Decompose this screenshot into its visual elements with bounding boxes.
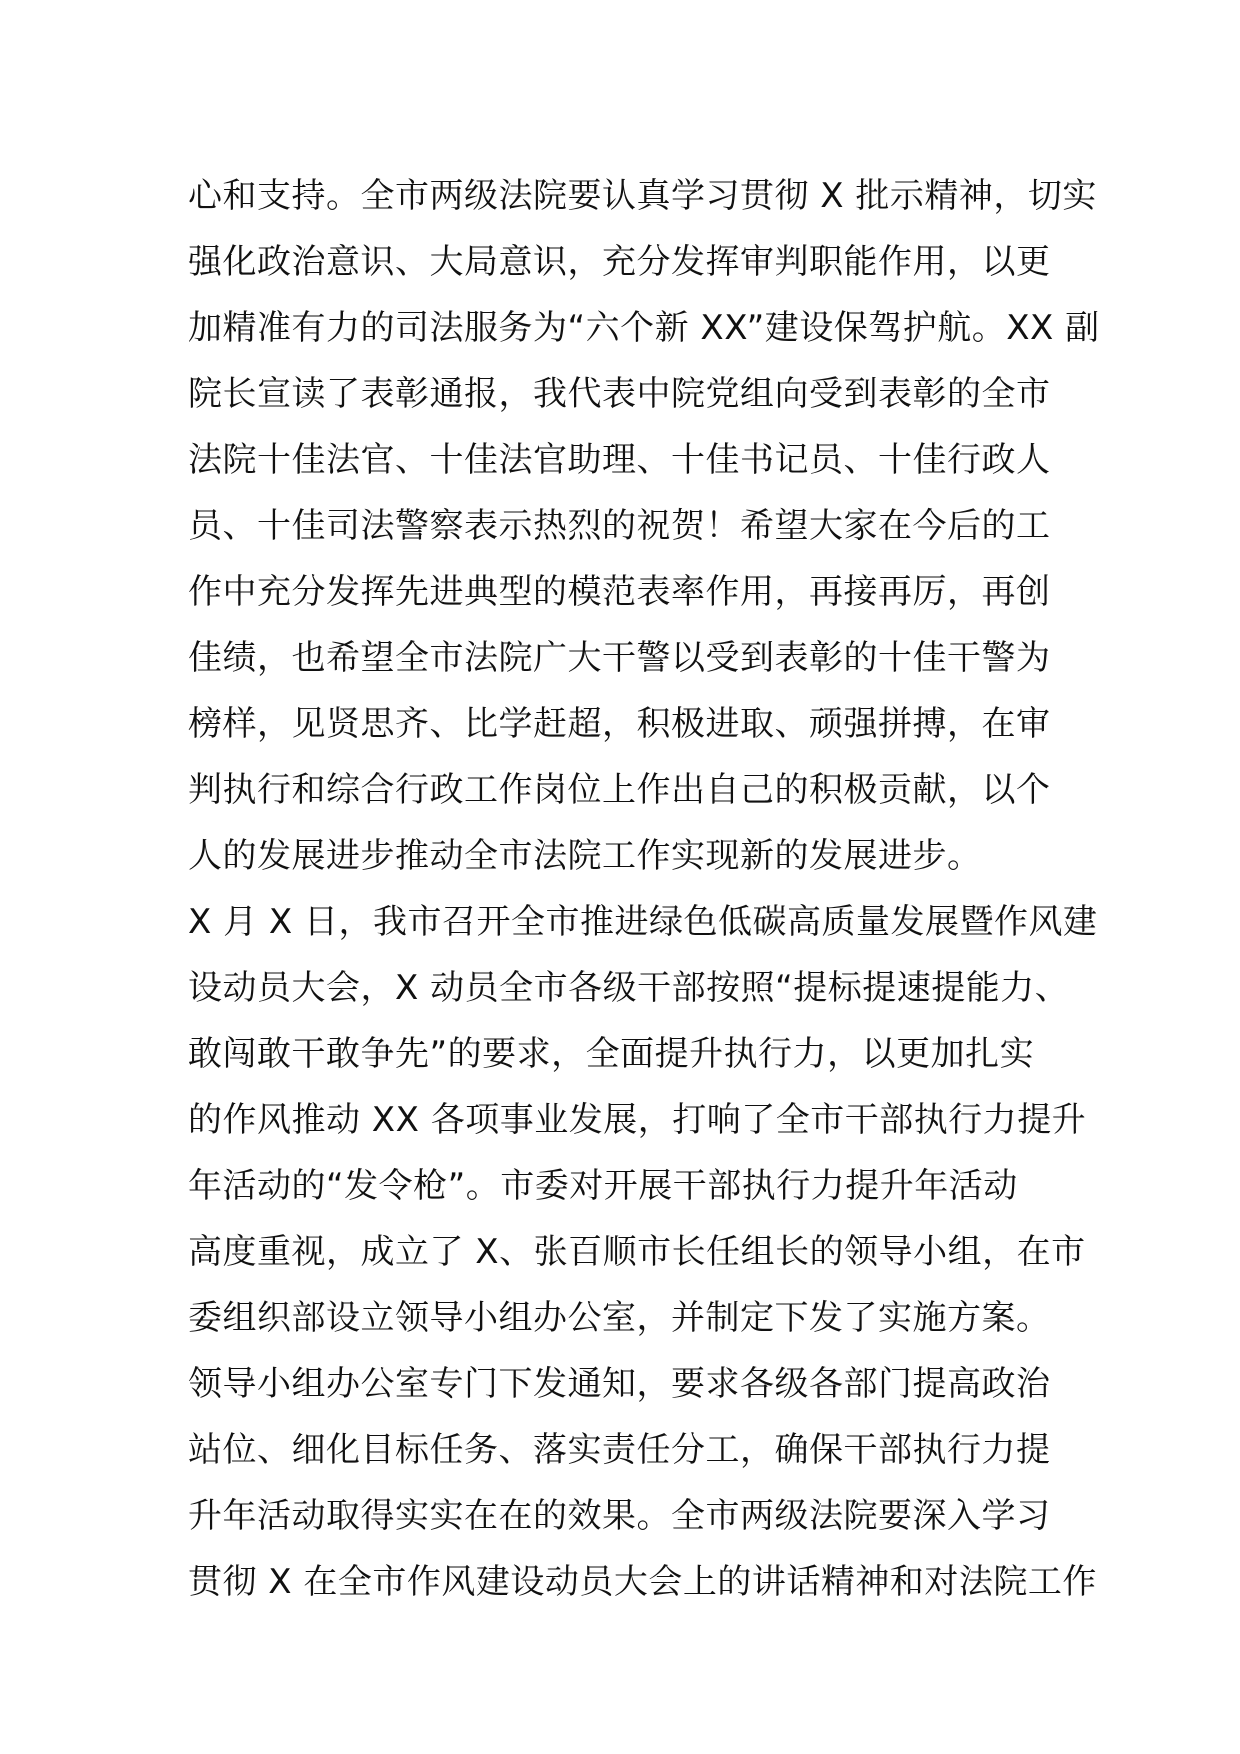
text-line: 心和支持。全市两级法院要认真学习贯彻 X 批示精神，切实: [188, 176, 1097, 216]
text-line: 判执行和综合行政工作岗位上作出自己的积极贡献，以个: [188, 770, 1051, 810]
text-line: 作中充分发挥先进典型的模范表率作用，再接再厉，再创: [188, 572, 1051, 612]
text-line: 佳绩，也希望全市法院广大干警以受到表彰的十佳干警为: [188, 638, 1051, 678]
text-line: 贯彻 X 在全市作风建设动员大会上的讲话精神和对法院工作: [188, 1562, 1097, 1602]
text-line: 设动员大会，X 动员全市各级干部按照“提标提速提能力、: [188, 968, 1070, 1008]
text-line: 榜样，见贤思齐、比学赶超，积极进取、顽强拼搏，在审: [188, 704, 1051, 744]
text-line: 敢闯敢干敢争先”的要求，全面提升执行力，以更加扎实: [188, 1034, 1035, 1074]
text-line: X 月 X 日，我市召开全市推进绿色低碳高质量发展暨作风建: [188, 902, 1098, 942]
text-line: 站位、细化目标任务、落实责任分工，确保干部执行力提: [188, 1430, 1051, 1470]
text-line: 领导小组办公室专门下发通知，要求各级各部门提高政治: [188, 1364, 1051, 1404]
text-line: 的作风推动 XX 各项事业发展，打响了全市干部执行力提升: [188, 1100, 1087, 1140]
text-line: 人的发展进步推动全市法院工作实现新的发展进步。: [188, 836, 982, 876]
text-line: 高度重视，成立了 X、张百顺市长任组长的领导小组，在市: [188, 1232, 1086, 1272]
text-line: 升年活动取得实实在在的效果。全市两级法院要深入学习: [188, 1496, 1051, 1536]
text-line: 员、十佳司法警察表示热烈的祝贺！希望大家在今后的工: [188, 506, 1051, 546]
text-line: 强化政治意识、大局意识，充分发挥审判职能作用，以更: [188, 242, 1051, 282]
text-line: 加精准有力的司法服务为“六个新 XX”建设保驾护航。XX 副: [188, 308, 1100, 348]
text-line: 院长宣读了表彰通报，我代表中院党组向受到表彰的全市: [188, 374, 1051, 414]
text-line: 委组织部设立领导小组办公室，并制定下发了实施方案。: [188, 1298, 1051, 1338]
text-line: 法院十佳法官、十佳法官助理、十佳书记员、十佳行政人: [188, 440, 1051, 480]
text-line: 年活动的“发令枪”。市委对开展干部执行力提升年活动: [188, 1166, 1018, 1206]
body-text: [188, 163, 1100, 1615]
